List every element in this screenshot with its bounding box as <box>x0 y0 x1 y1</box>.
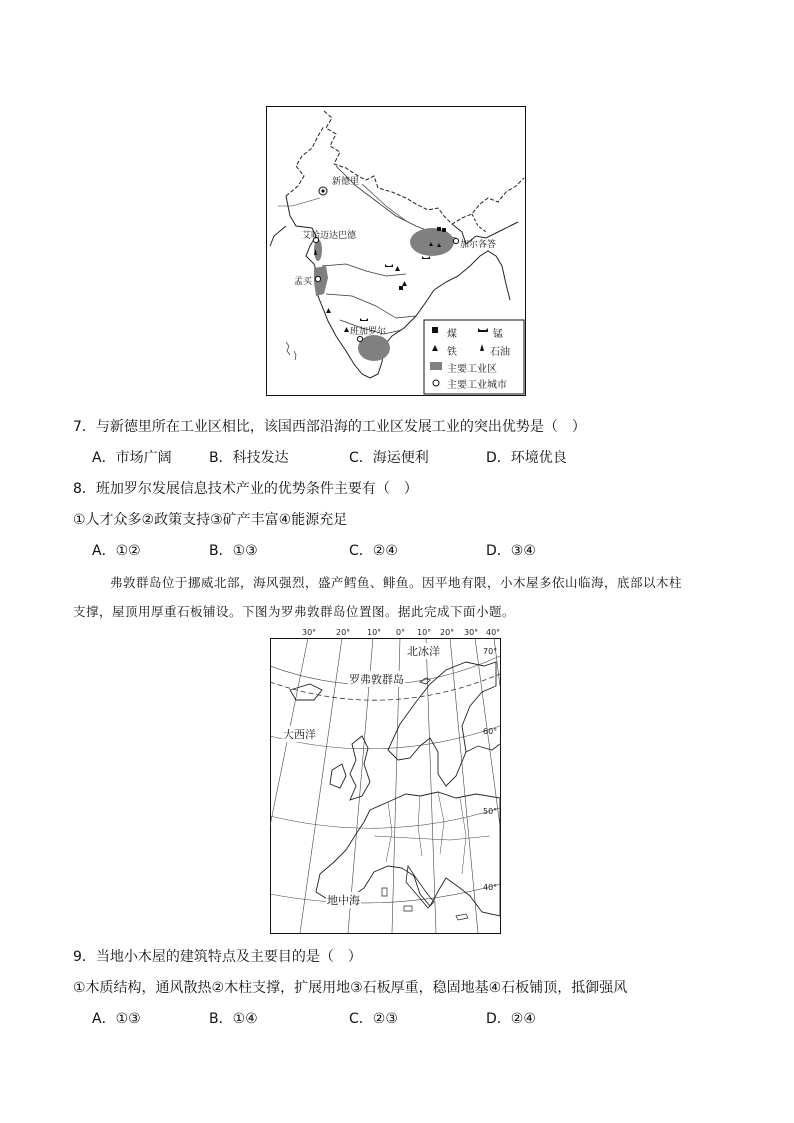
q9-options: ①木质结构，通风散热②木柱支撑，扩展用地③石板厚重，稳固地基④石板铺顶，抵御强风 <box>73 980 628 996</box>
lon-tick: 10° <box>367 628 382 637</box>
label-bangalore: 班加罗尔 <box>350 327 387 337</box>
q7-choice-a[interactable]: A．市场广阔 <box>92 450 172 466</box>
q9-stem: 9．当地小木屋的建筑特点及主要目的是（ ） <box>73 949 362 965</box>
q8-options: ①人才众多②政策支持③矿产丰富④能源充足 <box>73 512 348 528</box>
coal-symbol <box>437 227 441 231</box>
lat-tick: 60° <box>483 727 498 736</box>
q9-choice-d[interactable]: D．②④ <box>486 1011 536 1027</box>
q7-choice-b[interactable]: B．科技发达 <box>209 450 289 466</box>
q7-choice-d[interactable]: D．环境优良 <box>486 450 567 466</box>
label-atlantic-ocean: 大西洋 <box>283 728 316 741</box>
legend-oil: 石油 <box>490 347 510 358</box>
q8-choice-c[interactable]: C．②④ <box>349 543 398 559</box>
intro-line-1: 弗敦群岛位于挪威北部，海风强烈，盛产鳕鱼、鲱鱼。因平地有限，小木屋多依山临海，底部以木柱 <box>110 575 683 590</box>
lat-tick: 50° <box>483 807 498 816</box>
label-delhi: 新德里 <box>332 177 360 187</box>
kolkata-marker <box>453 238 458 243</box>
lat-tick: 70° <box>483 647 498 656</box>
india-map <box>266 106 526 396</box>
legend-manganese: 锰 <box>493 329 503 340</box>
q8-choice-b[interactable]: B．①③ <box>209 543 258 559</box>
label-arctic-ocean: 北冰洋 <box>407 645 440 658</box>
lat-tick: 40° <box>483 883 498 892</box>
mumbai-marker <box>315 276 320 281</box>
q9-choice-b[interactable]: B．①④ <box>209 1011 258 1027</box>
bangalore-marker <box>357 336 362 341</box>
legend-iron: 铁 <box>447 347 457 358</box>
label-mediterranean: 地中海 <box>327 894 360 907</box>
legend-industrial-zone: 主要工业区 <box>447 364 497 375</box>
lon-tick: 30° <box>302 628 317 637</box>
q8-choice-a[interactable]: A．①② <box>92 543 141 559</box>
label-lofoten: 罗弗敦群岛 <box>349 673 404 686</box>
intro-line-2: 支撑，屋顶用厚重石板铺设。下图为罗弗敦群岛位置图。据此完成下面小题。 <box>73 604 516 619</box>
lon-tick: 20° <box>440 628 455 637</box>
lon-tick: 40° <box>486 628 501 637</box>
industrial-zone-kolkata <box>410 228 454 256</box>
india-map-graphic <box>266 106 526 396</box>
label-mumbai: 孟买 <box>294 277 313 287</box>
q9-choice-a[interactable]: A．①③ <box>92 1011 141 1027</box>
legend-coal: 煤 <box>447 329 457 340</box>
coal-symbol <box>442 228 446 232</box>
q9-choice-c[interactable]: C．②③ <box>349 1011 398 1027</box>
q7-stem: 7．与新德里所在工业区相比，该国西部沿海的工业区发展工业的突出优势是（ ） <box>73 419 586 435</box>
coal-symbol <box>399 286 403 290</box>
legend-industrial-city: 主要工业城市 <box>447 380 507 391</box>
q8-choice-d[interactable]: D．③④ <box>486 543 536 559</box>
label-ahmedabad: 艾哈迈达巴德 <box>302 231 357 241</box>
label-kolkata: 加尔各答 <box>460 240 497 250</box>
lon-tick: 20° <box>336 628 351 637</box>
lon-tick: 10° <box>417 628 432 637</box>
europe-map <box>270 626 506 934</box>
lon-tick: 30° <box>464 628 479 637</box>
q7-choice-c[interactable]: C．海运便利 <box>349 450 429 466</box>
q8-stem: 8．班加罗尔发展信息技术产业的优势条件主要有（ ） <box>73 481 418 497</box>
lon-tick: 0° <box>396 628 406 637</box>
